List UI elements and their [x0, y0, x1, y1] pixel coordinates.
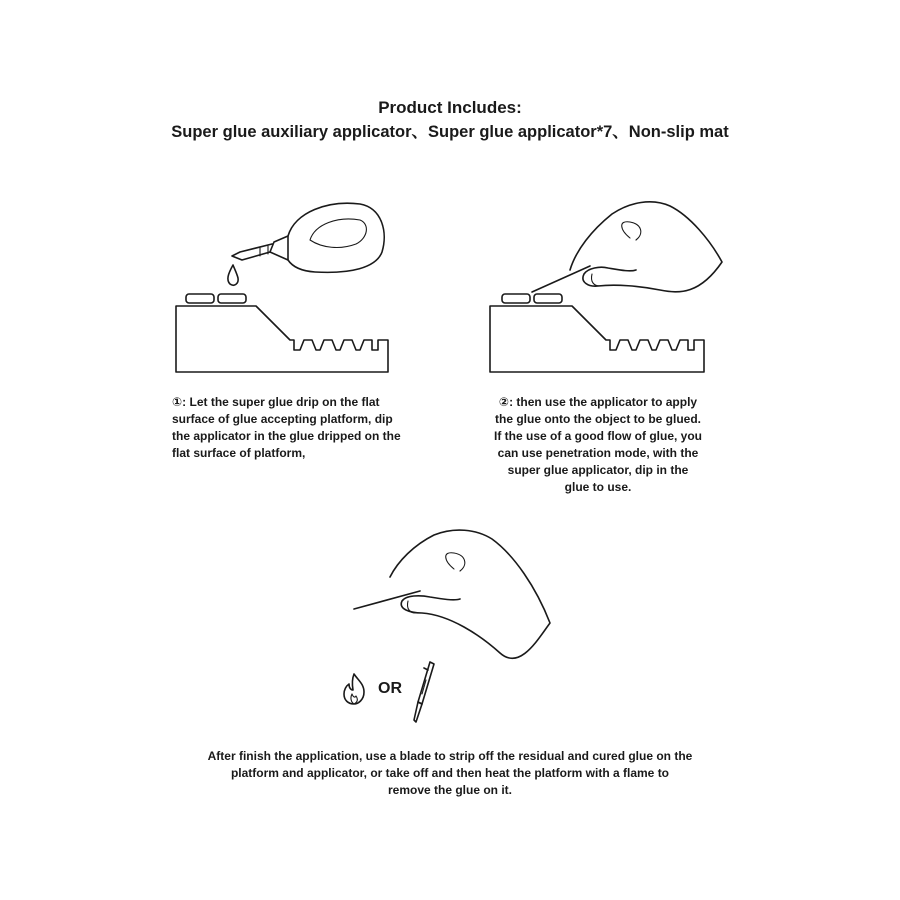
- platform-1: [176, 294, 388, 372]
- page-title: Product Includes:: [378, 98, 522, 117]
- step-1-line: the applicator in the glue dripped on the: [172, 429, 401, 443]
- product-includes-list: Super glue auxiliary applicator、Super glue applicator*7、Non-slip mat: [171, 123, 729, 141]
- hand-applicator-illustration: [480, 190, 740, 390]
- step-1-text: [172, 394, 432, 462]
- step-2-line: can use penetration mode, with the: [497, 446, 699, 460]
- blade-icon: [408, 660, 438, 724]
- hand-icon: [570, 202, 722, 292]
- hand-applicator-center-illustration: [350, 525, 560, 675]
- step-2-text: [472, 394, 724, 496]
- step-2-line: super glue applicator, dip in the: [507, 463, 689, 477]
- glue-bottle-illustration: [160, 190, 410, 390]
- cleanup-line: remove the glue on it.: [387, 783, 513, 797]
- cleanup-instructions: [170, 748, 730, 799]
- step-2-line: If the use of a good flow of glue, you: [494, 429, 702, 443]
- flame-icon: [340, 672, 370, 706]
- step-1-line: flat surface of platform,: [172, 446, 306, 460]
- step-2-line: the glue onto the object to be glued.: [495, 412, 701, 426]
- step-1-line: surface of glue accepting platform, dip: [172, 412, 393, 426]
- cleanup-line: platform and applicator, or take off and then heat the platform with a flame to: [230, 766, 670, 780]
- hand-icon: [390, 530, 550, 658]
- step-2-line: glue to use.: [564, 480, 632, 494]
- step-1-line: ①: Let the super glue drip on the flat: [172, 395, 380, 409]
- title-block: [0, 96, 900, 144]
- cleanup-line: After finish the application, use a blade to strip off the residual and cured glue on the: [207, 749, 693, 763]
- platform-2: [490, 294, 704, 372]
- step-2-line: ②: then use the applicator to apply: [498, 395, 698, 409]
- or-label: OR: [378, 680, 402, 697]
